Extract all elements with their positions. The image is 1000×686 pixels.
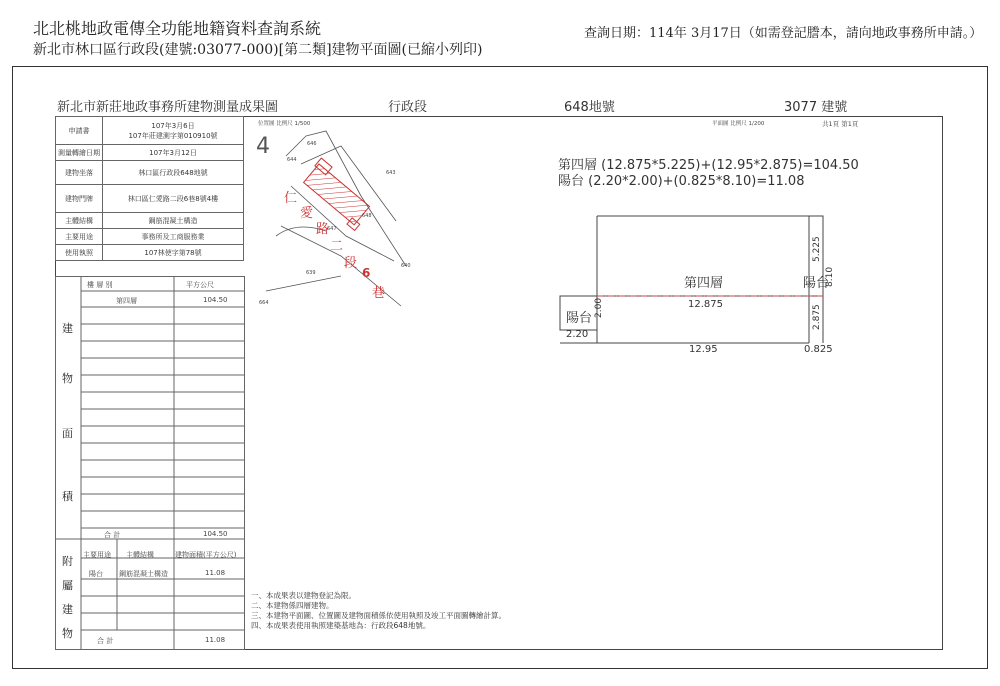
aux-vertical-4: 物 <box>62 627 73 640</box>
survey-notes <box>251 591 506 631</box>
aux-col-use: 主要用途 <box>83 551 111 559</box>
aux-col-structure: 主體結構 <box>126 551 154 559</box>
aux-total-label: 合 計 <box>97 637 114 645</box>
applicant-label: 申請書 <box>56 117 103 145</box>
section-name: 行政段 <box>388 100 428 115</box>
lot-number: 648地號 <box>564 100 615 115</box>
aux-row-structure: 鋼筋混凝土構造 <box>119 570 168 578</box>
plan-dim-top: 12.875 <box>688 299 723 310</box>
area-col-area: 平方公尺 <box>186 281 214 289</box>
aux-total-value: 11.08 <box>205 636 226 644</box>
formula-balcony: 陽台 (2.20*2.00)+(0.825*8.10)=11.08 <box>558 174 805 189</box>
plan-dim-bottom-main: 12.95 <box>689 344 718 355</box>
plan-scale: 平面圖 比例尺 1/200 <box>712 121 765 127</box>
note-3: 三、本建物平面圖、位置圖及建物面積係依使用執照及竣工平面圖轉繪計算。 <box>251 611 506 620</box>
area-vertical-1: 建 <box>62 322 73 335</box>
road-char-6: 6 <box>362 266 371 280</box>
plan-label-balcony-left: 陽台 <box>566 311 593 326</box>
plan-label-balcony-right: 陽台 <box>803 276 830 291</box>
area-total-label: 合 計 <box>104 531 121 539</box>
aux-row-use: 陽台 <box>89 570 103 578</box>
lot-648: 648 <box>362 213 372 219</box>
lot-643: 643 <box>386 170 396 176</box>
note-2: 二、本建物係四層建物。 <box>251 601 334 610</box>
note-4: 四、本成果表使用執照建築基地為：行政段648地號。 <box>251 621 431 630</box>
structure-label: 主體結構 <box>56 213 103 229</box>
formula-floor: 第四層 (12.875*5.225)+(12.95*2.875)=104.50 <box>558 158 859 173</box>
plan-dim-bottom-right: 0.825 <box>804 344 833 355</box>
plan-dim-right-lower: 2.875 <box>812 304 822 330</box>
plan-label-floor: 第四層 <box>684 276 724 291</box>
system-title: 北北桃地政電傳全功能地籍資料查詢系統 <box>33 19 322 38</box>
use-label: 主要用途 <box>56 229 103 245</box>
plan-dim-left-vert: 2.00 <box>594 297 604 318</box>
plan-dim-right-total: 8.10 <box>825 266 835 287</box>
license-value: 107林使字第78號 <box>103 245 244 261</box>
area-col-floor: 樓 層 別 <box>87 281 113 289</box>
area-vertical-2: 物 <box>62 372 73 385</box>
page-label: 共1頁 第1頁 <box>822 120 859 128</box>
plan-dim-right-upper: 5.225 <box>812 236 822 262</box>
address-label: 建物門牌 <box>56 185 103 213</box>
lot-640: 640 <box>401 263 411 269</box>
road-char-2: 愛 <box>300 206 314 221</box>
license-label: 使用執照 <box>56 245 103 261</box>
area-total-value: 104.50 <box>203 530 228 538</box>
office-title: 新北市新莊地政事務所建物測量成果圖 <box>57 100 279 115</box>
area-tables <box>55 276 245 650</box>
area-vertical-3: 面 <box>62 427 73 440</box>
location-label: 建物坐落 <box>56 161 103 185</box>
lot-646: 646 <box>307 141 317 147</box>
north-arrow-icon: 4 <box>256 134 270 159</box>
aux-col-area: 建物面積(平方公尺) <box>175 551 237 559</box>
lot-644: 644 <box>287 157 297 163</box>
location-value: 林口區行政段648地號 <box>103 161 244 185</box>
note-1: 一、本成果表以建物登記為限。 <box>251 591 356 600</box>
plan-dim-left: 2.20 <box>566 329 589 340</box>
building-info-table <box>55 116 244 261</box>
building-number: 3077 建號 <box>784 100 848 115</box>
applicant-value <box>103 117 244 145</box>
aux-vertical-3: 建 <box>62 603 73 616</box>
document-subtitle: 新北市林口區行政段(建號:03077-000)[第二類]建物平面圖(已縮小列印) <box>33 42 483 58</box>
area-row-floor: 第四層 <box>116 297 137 305</box>
survey-date-value: 107年3月12日 <box>103 145 244 161</box>
road-char-5: 段 <box>344 256 358 271</box>
lot-664: 664 <box>259 300 269 306</box>
lot-647: 647 <box>327 226 337 232</box>
area-row-value: 104.50 <box>203 296 228 304</box>
area-vertical-4: 積 <box>62 490 73 503</box>
road-char-1: 仁 <box>284 191 298 206</box>
aux-row-area: 11.08 <box>205 569 226 577</box>
survey-date-label: 測量轉繪日期 <box>56 145 103 161</box>
query-date: 查詢日期：114年 3月17日（如需登記謄本，請向地政事務所申請。） <box>584 26 983 41</box>
location-scale: 位置圖 比例尺 1/500 <box>258 121 311 127</box>
applicant-date: 107年3月6日 <box>151 121 195 130</box>
use-value: 事務所及工商服務業 <box>103 229 244 245</box>
structure-value: 鋼筋混凝土構造 <box>103 213 244 229</box>
address-value: 林口區仁愛路二段6巷8號4樓 <box>103 185 244 213</box>
road-char-3: 路 <box>316 222 330 237</box>
aux-vertical-2: 屬 <box>62 579 73 592</box>
aux-vertical-1: 附 <box>62 555 73 568</box>
lot-639: 639 <box>306 270 316 276</box>
applicant-number: 107年莊建測字第010910號 <box>128 131 218 140</box>
road-char-4: 二 <box>330 239 344 254</box>
road-char-7: 巷 <box>372 286 386 301</box>
